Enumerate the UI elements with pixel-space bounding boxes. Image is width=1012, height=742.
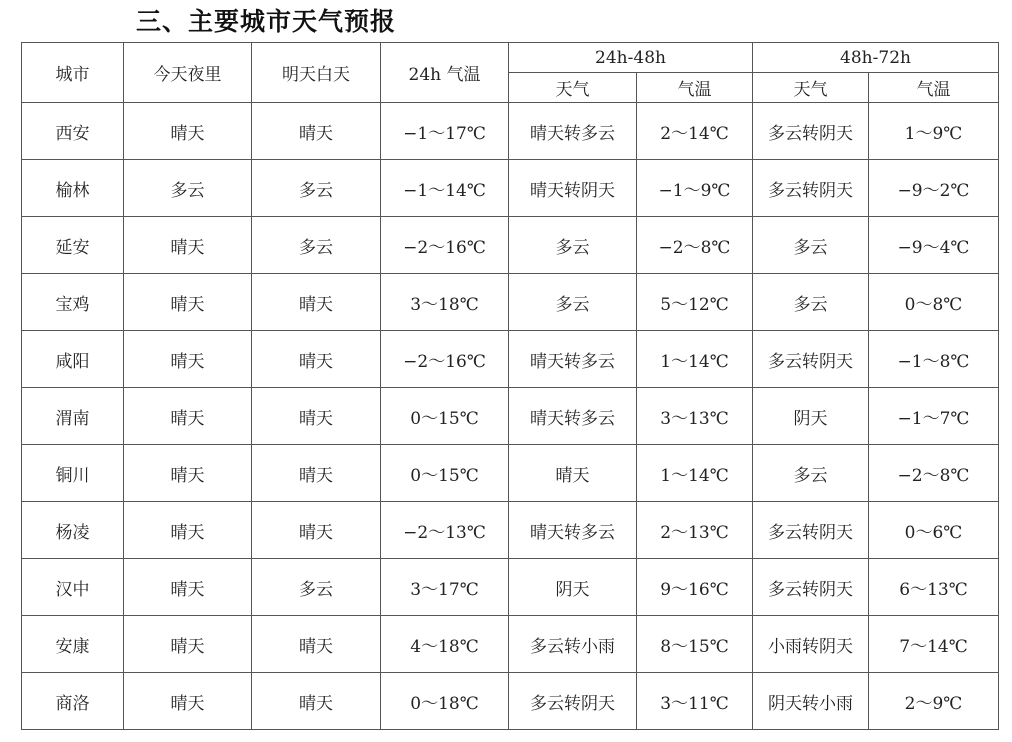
cell-temp-24h: 3～17℃ xyxy=(381,559,509,616)
cell-weather-24-48: 晴天转多云 xyxy=(509,502,637,559)
cell-tonight: 晴天 xyxy=(124,331,252,388)
cell-weather-24-48: 晴天 xyxy=(509,445,637,502)
cell-city: 杨凌 xyxy=(22,502,124,559)
cell-tomorrow-day: 晴天 xyxy=(252,103,381,160)
table-row xyxy=(22,217,999,274)
cell-city: 安康 xyxy=(22,616,124,673)
cell-tonight: 晴天 xyxy=(124,445,252,502)
cell-temp-24h: −2～13℃ xyxy=(381,502,509,559)
header-temp-24h: 24h 气温 xyxy=(381,43,509,103)
cell-weather-48-72: 多云转阴天 xyxy=(753,559,869,616)
cell-temp-24h: −2～16℃ xyxy=(381,217,509,274)
table-row xyxy=(22,616,999,673)
cell-tonight: 晴天 xyxy=(124,388,252,445)
forecast-table xyxy=(21,42,999,730)
table-row xyxy=(22,559,999,616)
cell-tomorrow-day: 晴天 xyxy=(252,502,381,559)
cell-weather-24-48: 阴天 xyxy=(509,559,637,616)
cell-temp-24-48: 1～14℃ xyxy=(637,445,753,502)
cell-temp-24h: 3～18℃ xyxy=(381,274,509,331)
header-temp-24-48: 气温 xyxy=(637,73,753,103)
table-row xyxy=(22,103,999,160)
table-row xyxy=(22,673,999,730)
cell-temp-48-72: −2～8℃ xyxy=(869,445,999,502)
cell-weather-48-72: 多云转阴天 xyxy=(753,160,869,217)
cell-tonight: 晴天 xyxy=(124,559,252,616)
cell-weather-48-72: 多云 xyxy=(753,274,869,331)
cell-tomorrow-day: 晴天 xyxy=(252,274,381,331)
cell-city: 西安 xyxy=(22,103,124,160)
cell-temp-24-48: −1～9℃ xyxy=(637,160,753,217)
cell-temp-24-48: 5～12℃ xyxy=(637,274,753,331)
cell-city: 商洛 xyxy=(22,673,124,730)
cell-temp-24h: 4～18℃ xyxy=(381,616,509,673)
cell-weather-24-48: 多云 xyxy=(509,274,637,331)
header-tomorrow-day: 明天白天 xyxy=(252,43,381,103)
cell-temp-48-72: 1～9℃ xyxy=(869,103,999,160)
cell-temp-24-48: 3～11℃ xyxy=(637,673,753,730)
cell-weather-48-72: 多云转阴天 xyxy=(753,502,869,559)
table-row xyxy=(22,331,999,388)
cell-weather-48-72: 阴天转小雨 xyxy=(753,673,869,730)
cell-tonight: 晴天 xyxy=(124,673,252,730)
cell-tonight: 晴天 xyxy=(124,103,252,160)
cell-tonight: 晴天 xyxy=(124,217,252,274)
cell-tomorrow-day: 晴天 xyxy=(252,445,381,502)
cell-weather-24-48: 多云 xyxy=(509,217,637,274)
cell-temp-48-72: 0～6℃ xyxy=(869,502,999,559)
cell-weather-48-72: 多云转阴天 xyxy=(753,331,869,388)
table-row xyxy=(22,445,999,502)
cell-temp-48-72: −9～4℃ xyxy=(869,217,999,274)
header-temp-48-72: 气温 xyxy=(869,73,999,103)
cell-temp-24-48: 1～14℃ xyxy=(637,331,753,388)
cell-tomorrow-day: 晴天 xyxy=(252,673,381,730)
cell-temp-24h: −1～17℃ xyxy=(381,103,509,160)
cell-city: 铜川 xyxy=(22,445,124,502)
cell-weather-48-72: 多云转阴天 xyxy=(753,103,869,160)
header-group-24-48: 24h-48h xyxy=(509,43,753,73)
cell-tomorrow-day: 多云 xyxy=(252,559,381,616)
header-tonight: 今天夜里 xyxy=(124,43,252,103)
cell-weather-24-48: 晴天转多云 xyxy=(509,388,637,445)
cell-temp-48-72: 0～8℃ xyxy=(869,274,999,331)
cell-tomorrow-day: 晴天 xyxy=(252,388,381,445)
cell-temp-48-72: −1～7℃ xyxy=(869,388,999,445)
cell-temp-24h: 0～18℃ xyxy=(381,673,509,730)
cell-temp-24-48: 9～16℃ xyxy=(637,559,753,616)
cell-temp-48-72: 7～14℃ xyxy=(869,616,999,673)
cell-weather-24-48: 晴天转多云 xyxy=(509,331,637,388)
cell-temp-24-48: −2～8℃ xyxy=(637,217,753,274)
table-row xyxy=(22,502,999,559)
cell-temp-24-48: 2～14℃ xyxy=(637,103,753,160)
cell-tomorrow-day: 晴天 xyxy=(252,331,381,388)
cell-weather-48-72: 小雨转阴天 xyxy=(753,616,869,673)
cell-weather-48-72: 多云 xyxy=(753,445,869,502)
header-city: 城市 xyxy=(22,43,124,103)
cell-temp-24-48: 2～13℃ xyxy=(637,502,753,559)
table-row xyxy=(22,274,999,331)
cell-weather-24-48: 晴天转多云 xyxy=(509,103,637,160)
cell-weather-24-48: 多云转小雨 xyxy=(509,616,637,673)
cell-weather-24-48: 多云转阴天 xyxy=(509,673,637,730)
cell-temp-24h: −2～16℃ xyxy=(381,331,509,388)
cell-tomorrow-day: 晴天 xyxy=(252,616,381,673)
cell-tonight: 多云 xyxy=(124,160,252,217)
cell-tonight: 晴天 xyxy=(124,616,252,673)
cell-city: 渭南 xyxy=(22,388,124,445)
cell-weather-48-72: 多云 xyxy=(753,217,869,274)
cell-tomorrow-day: 多云 xyxy=(252,217,381,274)
cell-temp-24h: 0～15℃ xyxy=(381,445,509,502)
cell-city: 宝鸡 xyxy=(22,274,124,331)
table-row xyxy=(22,160,999,217)
cell-temp-48-72: 2～9℃ xyxy=(869,673,999,730)
page-title: 三、主要城市天气预报 xyxy=(136,7,397,36)
cell-temp-48-72: 6～13℃ xyxy=(869,559,999,616)
cell-tonight: 晴天 xyxy=(124,274,252,331)
cell-weather-24-48: 晴天转阴天 xyxy=(509,160,637,217)
header-group-48-72: 48h-72h xyxy=(753,43,999,73)
cell-temp-24-48: 8～15℃ xyxy=(637,616,753,673)
cell-city: 咸阳 xyxy=(22,331,124,388)
cell-city: 榆林 xyxy=(22,160,124,217)
cell-temp-24h: −1～14℃ xyxy=(381,160,509,217)
cell-tonight: 晴天 xyxy=(124,502,252,559)
cell-tomorrow-day: 多云 xyxy=(252,160,381,217)
cell-city: 汉中 xyxy=(22,559,124,616)
cell-temp-48-72: −9～2℃ xyxy=(869,160,999,217)
cell-weather-48-72: 阴天 xyxy=(753,388,869,445)
table-row xyxy=(22,388,999,445)
cell-city: 延安 xyxy=(22,217,124,274)
cell-temp-48-72: −1～8℃ xyxy=(869,331,999,388)
header-weather-48-72: 天气 xyxy=(753,73,869,103)
cell-temp-24h: 0～15℃ xyxy=(381,388,509,445)
cell-temp-24-48: 3～13℃ xyxy=(637,388,753,445)
header-weather-24-48: 天气 xyxy=(509,73,637,103)
